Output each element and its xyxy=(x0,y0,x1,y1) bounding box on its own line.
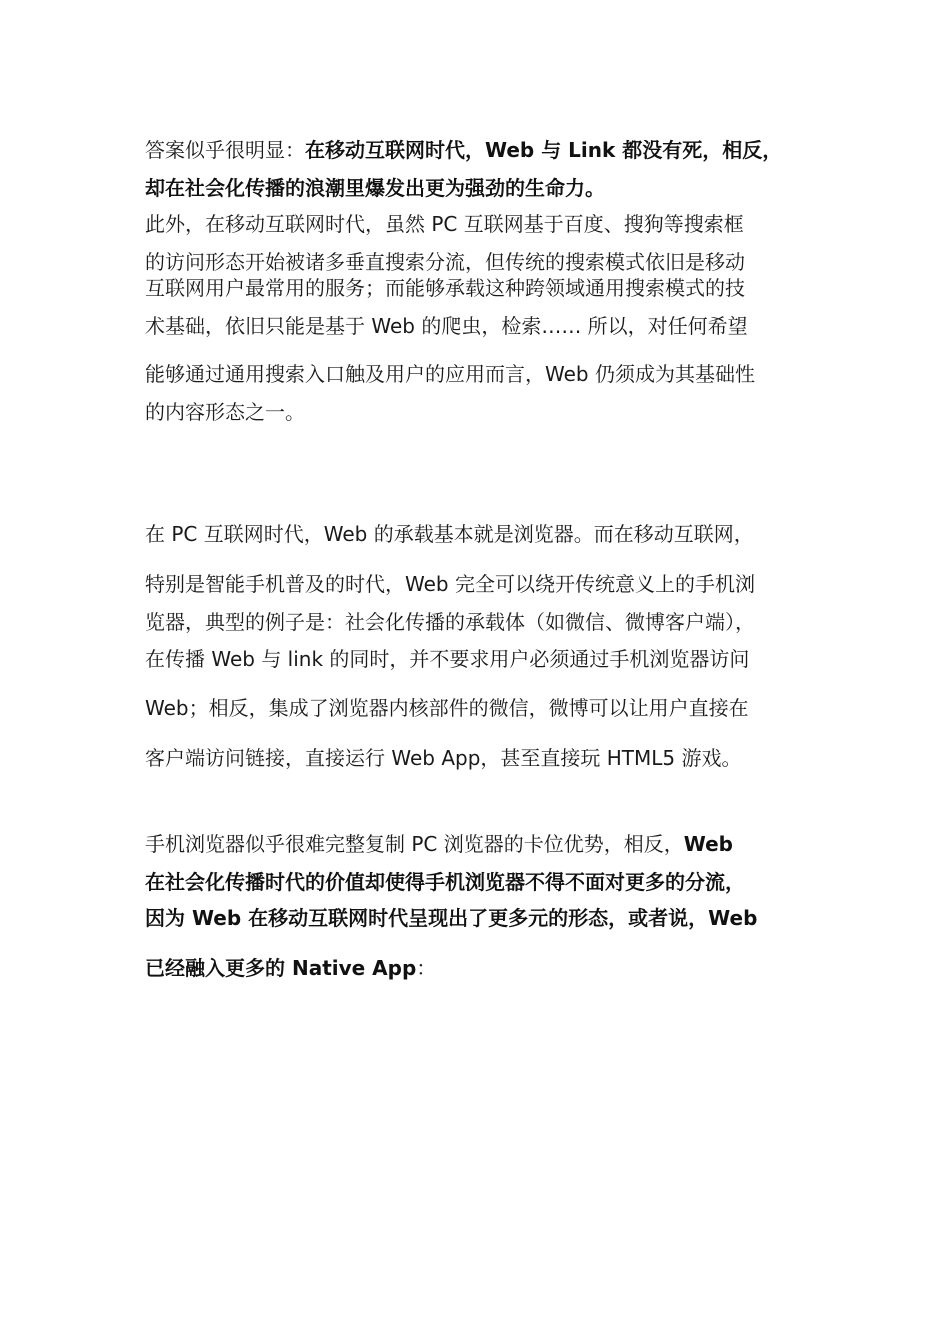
paragraph-4-line-4-normal: ： xyxy=(416,956,437,980)
paragraph-1-line-1 xyxy=(145,136,835,164)
paragraph-2-line-2: 的访问形态开始被诸多垂直搜索分流，但传统的搜索模式依旧是移动 xyxy=(145,250,745,274)
paragraph-1-line-1-normal: 答案似乎很明显： xyxy=(145,138,305,162)
paragraph-4-line-4-bold: 已经融入更多的 Native App xyxy=(145,956,417,980)
paragraph-3-line-2: 特别是智能手机普及的时代，Web 完全可以绕开传统意义上的手机浏 xyxy=(145,572,755,596)
paragraph-2-line-5: 能够通过通用搜索入口触及用户的应用而言，Web 仍须成为其基础性 xyxy=(145,362,755,386)
paragraph-1-line-2: 却在社会化传播的浪潮里爆发出更为强劲的生命力。 xyxy=(145,176,605,200)
paragraph-3-line-4: 在传播 Web 与 link 的同时，并不要求用户必须通过手机浏览器访问 xyxy=(145,647,750,671)
paragraph-4-line-1 xyxy=(145,830,835,858)
paragraph-4-line-1-bold: Web xyxy=(683,832,733,856)
paragraph-3-line-1: 在 PC 互联网时代，Web 的承载基本就是浏览器。而在移动互联网， xyxy=(145,522,754,546)
paragraph-4-line-1-normal: 手机浏览器似乎很难完整复制 PC 浏览器的卡位优势，相反， xyxy=(145,832,684,856)
paragraph-1-line-1-bold: 在移动互联网时代，Web 与 Link 都没有死，相反， xyxy=(305,138,783,162)
paragraph-4-line-2: 在社会化传播时代的价值却使得手机浏览器不得不面对更多的分流， xyxy=(145,870,745,894)
paragraph-3-line-6: 客户端访问链接，直接运行 Web App，甚至直接玩 HTML5 游戏。 xyxy=(145,746,742,770)
paragraph-2-line-6: 的内容形态之一。 xyxy=(145,400,305,424)
paragraph-4-line-4 xyxy=(145,954,835,982)
paragraph-2-line-1: 此外，在移动互联网时代，虽然 PC 互联网基于百度、搜狗等搜索框 xyxy=(145,212,744,236)
paragraph-2-line-3: 互联网用户最常用的服务；而能够承载这种跨领域通用搜索模式的技 xyxy=(145,276,745,300)
paragraph-3-line-5: Web；相反，集成了浏览器内核部件的微信，微博可以让用户直接在 xyxy=(145,696,749,720)
paragraph-4-line-3: 因为 Web 在移动互联网时代呈现出了更多元的形态，或者说，Web xyxy=(145,906,758,930)
paragraph-3-line-3: 览器，典型的例子是：社会化传播的承载体（如微信、微博客户端）， xyxy=(145,610,755,634)
paragraph-2-line-4: 术基础，依旧只能是基于 Web 的爬虫，检索…… 所以，对任何希望 xyxy=(145,314,748,338)
